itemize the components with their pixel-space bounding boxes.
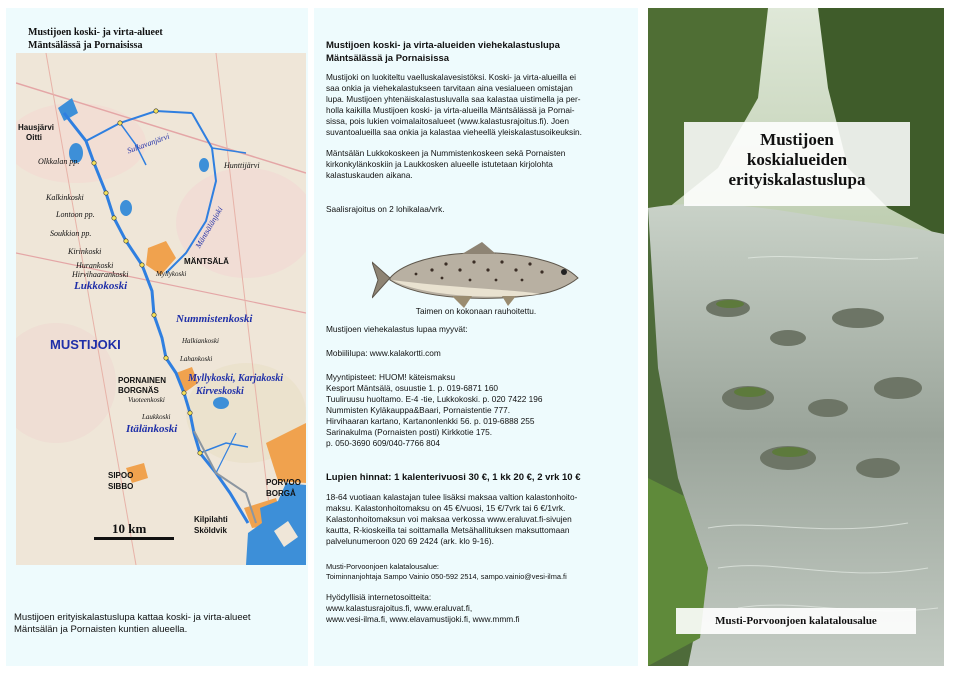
map-scale-label: 10 km [112,521,147,536]
sellers-intro: Mustijoen viehekalastus lupaa myyvät: [326,324,468,334]
info-panel [314,8,638,666]
contact-info: Musti-Porvoonjoen kalatalousalue: Toiminnanjohtaja Sampo Vainio 050-592 2514, sampo.vainio@vesi-ilma.fi [326,562,567,581]
map-label-mantsala: MÄNTSÄLÄ [184,257,229,266]
map-label-vuoteenkoski: Vuoteenkoski [128,396,165,404]
map-label-kilpilahti: Kilpilahti [194,515,228,524]
map-caption: Mustijoen erityiskalastuslupa kattaa koski- ja virta-alueet Mäntsälän ja Pornaisten kuntien alueella. [14,612,251,635]
cover-title: Mustijoen koskialueiden erityiskalastuslupa [684,122,910,206]
map-label-hausjarvi: Hausjärvi [18,123,55,132]
useful-links: Hyödyllisiä internetosoitteita: www.kalastusrajoitus.fi, www.eraluvat.fi, www.vesi-ilma.fi, www.elavamustijoki.fi, www.mmm.fi [326,592,520,624]
mobile-permit: Mobiililupa: www.kalakortti.com [326,348,441,358]
map-label-kirveskoski: Kirveskoski [196,386,244,397]
map-label-mantsalanjoki: Mäntsälänjoki [193,205,225,250]
map-label-lontoon: Lontoon pp. [56,210,95,219]
info-title: Mustijoen koski- ja virta-alueiden viehekalastuslupa Mäntsälässä ja Pornaisissa [326,40,560,64]
map-label-myllykoski-north: Myllykoski [156,270,187,278]
cover-footer: Musti-Porvoonjoen kalatalousalue [676,608,916,634]
stocking-paragraph: Mäntsälän Lukkokoskeen ja Nummistenkoskeen sekä Pornaisten kirkonkylänkoskiin ja Laukkosken alueelle istutetaan kirjolohta kalastuskauden aikana. [326,148,566,180]
fee-paragraph: 18-64 vuotiaan kalastajan tulee lisäksi maksaa valtion kalastonhoito- maksu. Kalastonhoitomaksu on 45 €/vuosi, 15 €/7vrk tai 6 €/1vrk. Kalastonhoitomaksun voi maksaa verkossa www.eraluvat.fi-sivujen kautta, R-kioskeilla tai soittamalla Metsähallituksen maksuttomaan palvelunumeroon 020 69 2424 (ark. klo 9-16). [326,492,578,546]
map-label-borga: BORGÅ [266,489,296,498]
map-label-porvoo: PORVOO [266,478,301,487]
map-label-myllykoski-karjakoski: Myllykoski, Karjakoski [188,373,284,384]
sales-outlets: Myyntipisteet: HUOM! käteismaksu Kesport Mäntsälä, osuustie 1. p. 019-6871 160 Tuuliruusu huoltamo. E-4 -tie, Lukkokoski. p. 020 7422 196 Nummisten Kyläkauppa&Baari, Pornaistentie 777. Hirvihaaran kartano, Kartanonlenkki 56. p. 019-6888 255 Sarinakulma (Pornaisten posti) Kirkkotie 175. p. 050-3690 609/040-7766 804 [326,372,543,448]
map-label-mustijoki: MUSTIJOKI [50,337,121,352]
catch-limit: Saalisrajoitus on 2 lohikalaa/vrk. [326,204,445,214]
intro-paragraph: Mustijoki on luokiteltu vaelluskalavesistöksi. Koski- ja virta-alueilla ei saa onkia ja viehekalastukseen tarvitaan aina vesialueen omistajan lupa. Mustijoen yhtenäiskalastusluvalla saa kalastaa uistimella ja per- holla kaikilla Mustijoen koski- ja virta-alueilla Mäntsälässä ja Pornai- sissa, pois lukien voimalaitosalueet (www.kalastusrajoitus.fi). Joen suvantoalueilla saa onkia ja kalastaa vieheellä yleiskalastusoikeuksin. [326,72,582,137]
cover-panel [648,8,944,666]
map-label-soukkion: Soukkion pp. [50,229,92,238]
map-title: Mustijoen koski- ja virta-alueet Mäntsälässä ja Pornaisissa [28,27,163,51]
map-graphic [16,53,306,565]
map-label-kirinkoski: Kirinkoski [68,247,102,256]
map-label-sipoo: SIPOO [108,471,134,480]
map-label-italankoski: Itälänkoski [126,423,178,435]
map-label-borgnas: BORGNÄS [118,386,159,395]
map-label-oitti: Oitti [26,133,42,142]
map-label-halkiankoski: Halkiankoski [182,337,219,345]
map-label-nummistenkoski: Nummistenkoski [176,313,253,325]
river-map [16,53,306,565]
map-label-kalkinkoski: Kalkinkoski [46,193,84,202]
map-label-laukkoski: Laukkoski [142,413,171,421]
permit-prices: Lupien hinnat: 1 kalenterivuosi 30 €, 1 kk 20 €, 2 vrk 10 € [326,472,581,483]
map-label-huntti: Hunttijärvi [224,161,260,170]
map-label-sibbo: SIBBO [108,482,134,491]
map-label-lahankoski: Lahankoski [180,355,213,363]
map-label-pornainen: PORNAINEN [118,376,167,385]
map-label-skoldvik: Sköldvik [194,526,227,535]
map-label-sulkavanjarvi: Sulkavanjärvi [125,131,171,156]
fish-caption: Taimen on kokonaan rauhoitettu. [415,306,537,316]
map-panel [6,8,308,666]
map-label-hirvihaara: Hirvihaarankoski [72,270,129,279]
trout-image [372,240,588,310]
map-label-lukkokoski: Lukkokoski [74,280,128,292]
map-label-hurankoski: Hurankoski [76,261,114,270]
river-photo [648,8,944,666]
map-label-olkkalan: Olkkalan pp. [38,157,80,166]
